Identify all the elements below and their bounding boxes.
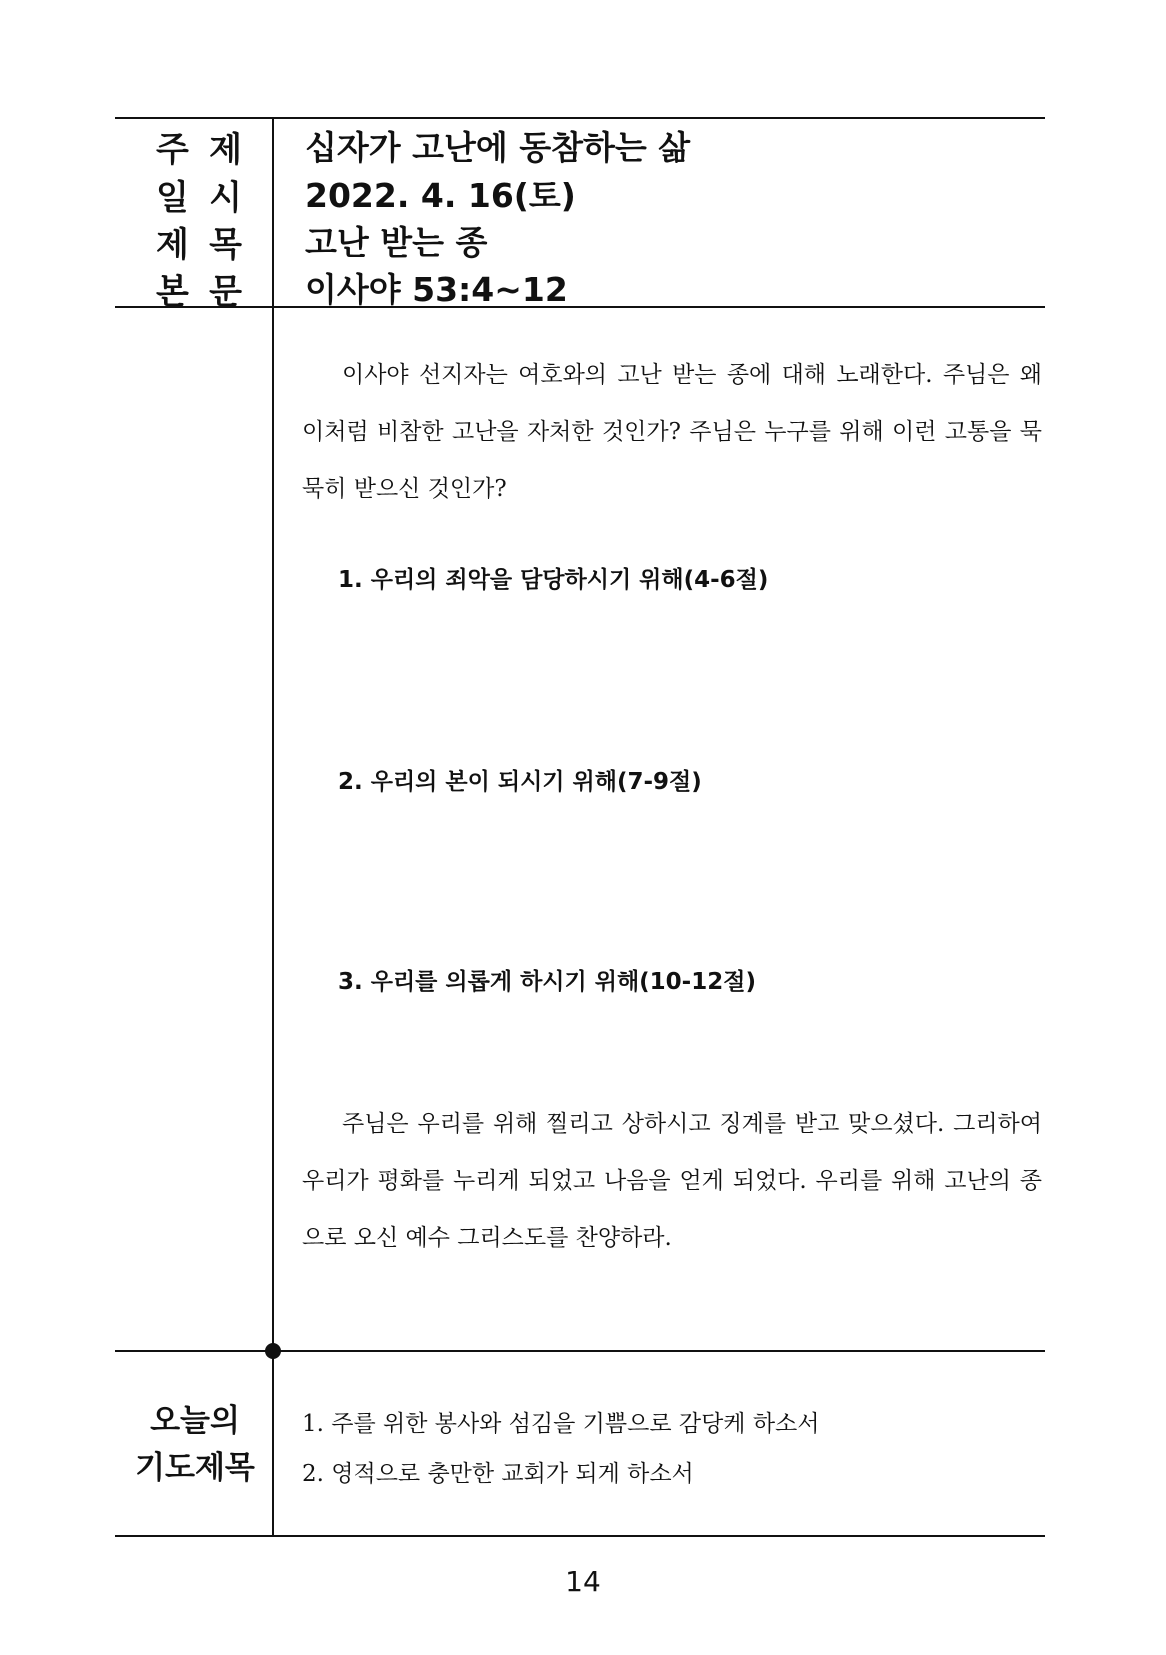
- conclusion-paragraph: 주님은 우리를 위해 찔리고 상하시고 징계를 받고 맞으셨다. 그리하여 우리가 평화를 누리게 되었고 나음을 얻게 되었다. 우리를 위해 고난의 종으로 오신 예수 그리스도를 찬양하라.: [302, 1111, 1042, 1251]
- page-number: 14: [565, 1565, 601, 1598]
- top-rule: [115, 117, 1045, 119]
- header-label-topic: 주 제: [156, 130, 242, 170]
- header-value-title: 고난 받는 종: [305, 223, 488, 262]
- bottom-rule: [115, 1535, 1045, 1537]
- sermon-point-2: 2. 우리의 본이 되시기 위해(7-9절): [338, 769, 702, 795]
- header-value-text: 이사야 53:4~12: [305, 270, 568, 309]
- header-label-date: 일 시: [156, 178, 242, 218]
- divider-dot: [265, 1343, 281, 1359]
- intro-paragraph: 이사야 선지자는 여호와의 고난 받는 종에 대해 노래한다. 주님은 왜 이처럼 비참한 고난을 자처한 것인가? 주님은 누구를 위해 이런 고통을 묵묵히 받으신 것인가?: [302, 362, 1042, 502]
- sermon-point-3: 3. 우리를 의롭게 하시기 위해(10-12절): [338, 969, 756, 995]
- column-divider: [272, 117, 274, 1537]
- sermon-point-1: 1. 우리의 죄악을 담당하시기 위해(4-6절): [338, 567, 769, 593]
- prayer-label-line-1: 오늘의: [150, 1403, 240, 1439]
- prayer-item-2: 2. 영적으로 충만한 교회가 되게 하소서: [302, 1461, 694, 1487]
- prayer-top-rule: [115, 1350, 1045, 1352]
- header-label-title: 제 목: [156, 225, 242, 265]
- header-label-text: 본 문: [156, 272, 242, 312]
- prayer-item-1: 1. 주를 위한 봉사와 섬김을 기쁨으로 감당케 하소서: [302, 1411, 820, 1437]
- prayer-label-line-2: 기도제목: [135, 1450, 255, 1486]
- header-value-date: 2022. 4. 16(토): [305, 176, 576, 215]
- prayer-section-label: [120, 1398, 270, 1492]
- header-value-topic: 십자가 고난에 동참하는 삶: [305, 128, 691, 167]
- header-bottom-rule: [115, 306, 1045, 308]
